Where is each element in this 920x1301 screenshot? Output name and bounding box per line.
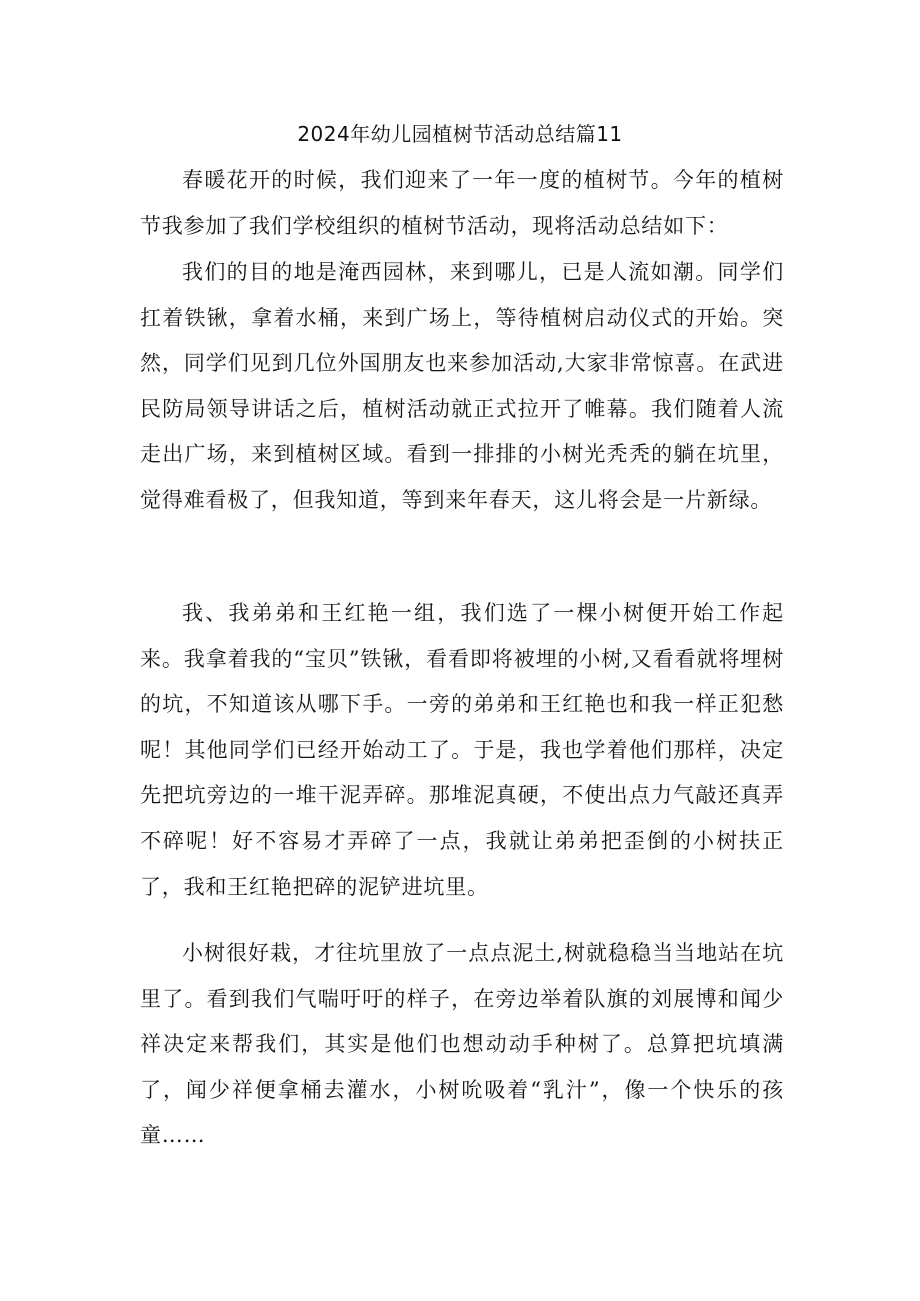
paragraph-destination: 我们的目的地是淹西园林，来到哪儿，已是人流如潮。同学们扛着铁锹，拿着水桶，来到广场上，等待植树启动仪式的开始。突然，同学们见到几位外国朋友也来参加活动,大家非常惊喜。在武进民防局领导讲话之后，植树活动就正式拉开了帷幕。我们随着人流走出广场，来到植树区域。看到一排排的小树光秃秃的躺在坑里，觉得难看极了，但我知道，等到来年春天，这儿将会是一片新绿。 — [140, 260, 784, 512]
paragraph-intro: 春暖花开的时候，我们迎来了一年一度的植树节。今年的植树节我参加了我们学校组织的植树节活动，现将活动总结如下： — [140, 168, 784, 238]
document-title: 2024年幼儿园植树节活动总结篇11 — [297, 122, 623, 146]
paragraph-planting: 小树很好栽，才往坑里放了一点点泥土,树就稳稳当当地站在坑里了。看到我们气喘吁吁的样子，在旁边举着队旗的刘展博和闻少祥决定来帮我们，其实是他们也想动动手种树了。总算把坑填满了，闻少祥便拿桶去灌水，小树吮吸着“乳汁”，像一个快乐的孩童…… — [140, 941, 784, 1148]
paragraph-group-work: 我、我弟弟和王红艳一组，我们选了一棵小树便开始工作起来。我拿着我的“宝贝”铁锹，看看即将被埋的小树,又看看就将埋树的坑，不知道该从哪下手。一旁的弟弟和王红艳也和我一样正犯愁呢！其他同学们已经开始动工了。于是，我也学着他们那样，决定先把坑旁边的一堆干泥弄碎。那堆泥真硬，不使出点力气敲还真弄不碎呢！好不容易才弄碎了一点，我就让弟弟把歪倒的小树扶正了，我和王红艳把碎的泥铲进坑里。 — [140, 601, 784, 899]
